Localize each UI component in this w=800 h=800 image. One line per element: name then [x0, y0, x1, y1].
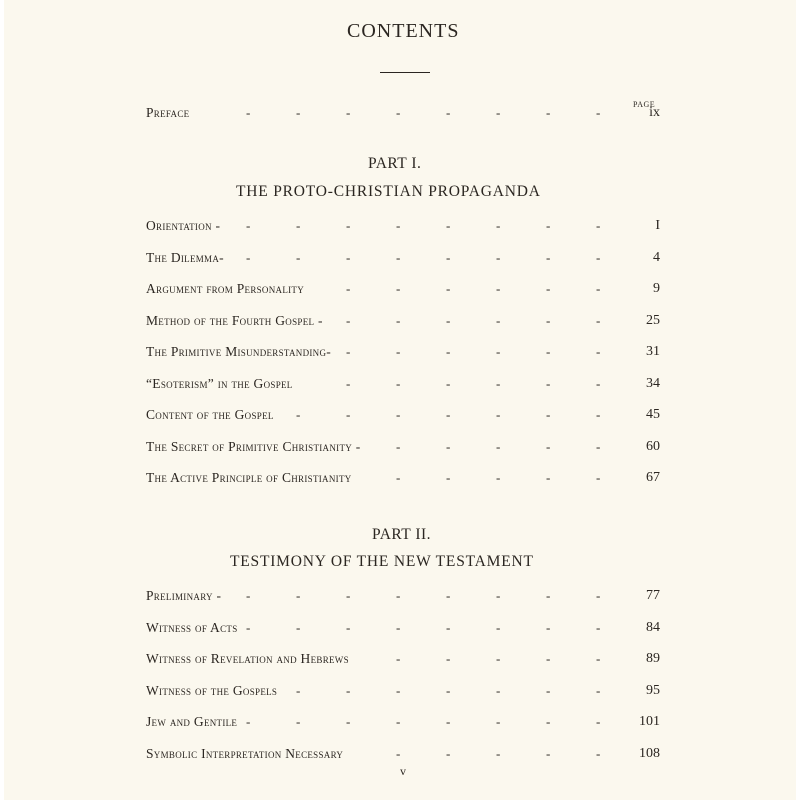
leader-dash: - — [496, 588, 501, 603]
toc-entry — [0, 588, 800, 610]
leader-dash: - — [346, 105, 351, 120]
leader-dash: - — [546, 588, 551, 603]
leader-dash: - — [346, 407, 351, 422]
leader-dash: - — [596, 407, 601, 422]
entry-page: ix — [649, 105, 660, 120]
part-1-heading: PART I. — [368, 155, 422, 172]
leader-dash: - — [596, 745, 601, 761]
leader-dash: - — [496, 619, 501, 635]
leader-dash: - — [446, 588, 451, 603]
leader-dash: - — [396, 105, 401, 120]
leader-dash: - — [296, 588, 301, 603]
leader-dash: - — [496, 714, 501, 729]
leader-dash: - — [346, 375, 351, 391]
leader-dash: - — [296, 407, 301, 422]
leader-dash: - — [546, 312, 551, 328]
entry-page: 108 — [639, 745, 660, 761]
leader-dash: - — [546, 249, 551, 265]
entry-label: The Primitive Misunderstanding- — [146, 344, 332, 359]
entry-page: 9 — [653, 281, 660, 296]
leader-dash: - — [396, 375, 401, 391]
leader-dash: - — [396, 682, 401, 698]
leader-dash: - — [446, 249, 451, 265]
leader-dash: - — [346, 218, 351, 233]
leader-dash: - — [546, 375, 551, 391]
leader-dash: - — [446, 312, 451, 328]
leader-dash: - — [396, 281, 401, 296]
entry-label: Symbolic Interpretation Necessary — [146, 745, 344, 761]
leader-dash: - — [396, 407, 401, 422]
part-2-subtitle: TESTIMONY OF THE NEW TESTAMENT — [230, 553, 534, 570]
leader-dash: - — [296, 218, 301, 233]
leader-dash: - — [296, 249, 301, 265]
entry-page: 31 — [646, 344, 660, 359]
leader-dash: - — [596, 218, 601, 233]
toc-entry — [0, 683, 800, 705]
part-1-subtitle: THE PROTO-CHRISTIAN PROPAGANDA — [236, 183, 541, 200]
entry-label: Argument from Personality — [146, 281, 305, 296]
leader-dash: - — [496, 105, 501, 120]
entry-page: 101 — [639, 714, 660, 729]
entry-page: 34 — [646, 375, 660, 391]
leader-dash: - — [296, 682, 301, 698]
leader-dash: - — [396, 249, 401, 265]
leader-dash: - — [596, 344, 601, 359]
leader-dash: - — [296, 619, 301, 635]
page-column-label: PAGE — [633, 100, 656, 109]
leader-dash: - — [246, 249, 251, 265]
toc-entry — [0, 651, 800, 673]
toc-entry — [0, 376, 800, 398]
toc-entry — [0, 714, 800, 736]
leader-dash: - — [496, 218, 501, 233]
leader-dash: - — [596, 281, 601, 296]
leader-dash: - — [346, 619, 351, 635]
leader-dash: - — [546, 619, 551, 635]
entry-label: Method of the Fourth Gospel - — [146, 312, 323, 328]
entry-label: Preliminary - — [146, 588, 222, 603]
leader-dash: - — [396, 651, 401, 666]
leader-dash: - — [246, 105, 251, 120]
contents-title: CONTENTS — [347, 20, 460, 42]
entry-page: 60 — [646, 438, 660, 454]
leader-dash: - — [296, 105, 301, 120]
entry-label: “Esoterism” in the Gospel — [146, 375, 293, 391]
leader-dash: - — [546, 105, 551, 120]
leader-dash: - — [346, 344, 351, 359]
leader-dash: - — [596, 438, 601, 454]
page-folio: v — [400, 764, 406, 778]
entry-label: Witness of the Gospels — [146, 682, 278, 698]
leader-dash: - — [596, 375, 601, 391]
leader-dash: - — [246, 619, 251, 635]
leader-dash: - — [346, 588, 351, 603]
leader-dash: - — [396, 470, 401, 485]
leader-dash: - — [596, 714, 601, 729]
entry-label: The Secret of Primitive Christianity - — [146, 438, 361, 454]
toc-entry — [0, 250, 800, 272]
entry-page: I — [655, 218, 660, 233]
entry-label: The Active Principle of Christianity — [146, 470, 352, 485]
preface-entry — [0, 105, 800, 127]
toc-entry — [0, 281, 800, 303]
entry-page: 95 — [646, 682, 660, 698]
leader-dash: - — [446, 470, 451, 485]
entry-label: Witness of Acts — [146, 619, 238, 635]
leader-dash: - — [596, 249, 601, 265]
leader-dash: - — [446, 651, 451, 666]
leader-dash: - — [596, 682, 601, 698]
leader-dash: - — [446, 218, 451, 233]
leader-dash: - — [596, 619, 601, 635]
toc-entry — [0, 313, 800, 335]
leader-dash: - — [346, 249, 351, 265]
leader-dash: - — [596, 470, 601, 485]
leader-dash: - — [396, 312, 401, 328]
leader-dash: - — [496, 682, 501, 698]
leader-dash: - — [346, 682, 351, 698]
entry-label: The Dilemma- — [146, 249, 224, 265]
leader-dash: - — [496, 281, 501, 296]
toc-entry — [0, 620, 800, 642]
leader-dash: - — [496, 745, 501, 761]
entry-label: Witness of Revelation and Hebrews — [146, 651, 349, 666]
leader-dash: - — [496, 249, 501, 265]
leader-dash: - — [296, 714, 301, 729]
leader-dash: - — [596, 651, 601, 666]
leader-dash: - — [446, 375, 451, 391]
leader-dash: - — [596, 588, 601, 603]
toc-entry — [0, 407, 800, 429]
leader-dash: - — [546, 470, 551, 485]
entry-page: 4 — [653, 249, 660, 265]
leader-dash: - — [246, 218, 251, 233]
leader-dash: - — [546, 714, 551, 729]
leader-dash: - — [446, 682, 451, 698]
leader-dash: - — [446, 281, 451, 296]
leader-dash: - — [446, 714, 451, 729]
leader-dash: - — [496, 438, 501, 454]
leader-dash: - — [496, 651, 501, 666]
leader-dash: - — [496, 470, 501, 485]
leader-dash: - — [446, 745, 451, 761]
entry-label: Content of the Gospel — [146, 407, 274, 422]
leader-dash: - — [396, 745, 401, 761]
leader-dash: - — [496, 375, 501, 391]
leader-dash: - — [346, 312, 351, 328]
leader-dash: - — [246, 714, 251, 729]
leader-dash: - — [596, 105, 601, 120]
leader-dash: - — [546, 281, 551, 296]
leader-dash: - — [396, 218, 401, 233]
leader-dash: - — [446, 105, 451, 120]
part-2-heading: PART II. — [372, 526, 432, 543]
entry-page: 45 — [646, 407, 660, 422]
entry-page: 89 — [646, 651, 660, 666]
toc-entry — [0, 218, 800, 240]
entry-page: 77 — [646, 588, 660, 603]
entry-page: 67 — [646, 470, 660, 485]
leader-dash: - — [546, 218, 551, 233]
toc-entry — [0, 344, 800, 366]
leader-dash: - — [546, 438, 551, 454]
leader-dash: - — [446, 407, 451, 422]
leader-dash: - — [546, 682, 551, 698]
entry-page: 25 — [646, 312, 660, 328]
entry-label: Orientation - — [146, 218, 221, 233]
toc-entry — [0, 439, 800, 461]
leader-dash: - — [546, 407, 551, 422]
leader-dash: - — [596, 312, 601, 328]
leader-dash: - — [446, 619, 451, 635]
leader-dash: - — [246, 588, 251, 603]
leader-dash: - — [546, 344, 551, 359]
title-rule — [380, 72, 430, 73]
leader-dash: - — [546, 745, 551, 761]
leader-dash: - — [396, 344, 401, 359]
leader-dash: - — [446, 344, 451, 359]
leader-dash: - — [396, 588, 401, 603]
leader-dash: - — [346, 281, 351, 296]
entry-page: 84 — [646, 619, 660, 635]
leader-dash: - — [396, 438, 401, 454]
toc-entry — [0, 470, 800, 492]
entry-label: Preface — [146, 105, 190, 120]
leader-dash: - — [346, 714, 351, 729]
entry-label: Jew and Gentile — [146, 714, 238, 729]
leader-dash: - — [546, 651, 551, 666]
leader-dash: - — [446, 438, 451, 454]
leader-dash: - — [496, 407, 501, 422]
leader-dash: - — [496, 344, 501, 359]
leader-dash: - — [396, 714, 401, 729]
leader-dash: - — [496, 312, 501, 328]
leader-dash: - — [396, 619, 401, 635]
